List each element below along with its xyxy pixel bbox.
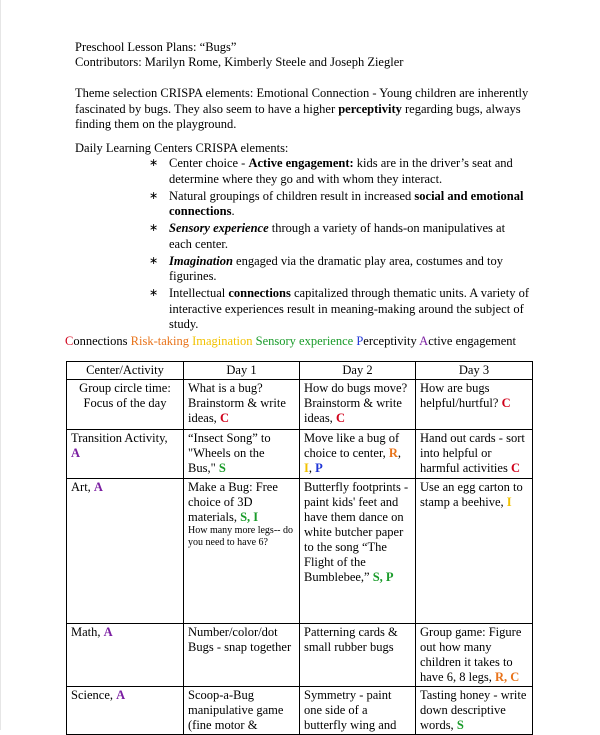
bullet-text: . xyxy=(231,204,235,218)
day3-cell: Use an egg carton to stamp a beehive, I xyxy=(416,479,533,624)
asterisk-bullet-icon: ∗ xyxy=(149,287,159,299)
legend-active-engagement: Active engagement xyxy=(419,334,516,348)
asterisk-bullet-icon: ∗ xyxy=(149,254,159,267)
bullet-item xyxy=(149,221,529,252)
theme-paragraph xyxy=(75,86,535,133)
crispa-bullet-list xyxy=(149,156,529,334)
activity-cell: Transition Activity, A xyxy=(67,430,184,479)
legend-risk-taking: Risk-taking xyxy=(130,334,189,348)
legend-perceptivity: Perceptivity xyxy=(356,334,417,348)
lesson-title: Preschool Lesson Plans: “Bugs” xyxy=(75,40,237,54)
header-day-3: Day 3 xyxy=(416,362,533,380)
legend-connections: Connections xyxy=(65,334,128,348)
bullet-item xyxy=(149,189,529,220)
bullet-item xyxy=(149,286,529,333)
table-row xyxy=(67,624,533,687)
day3-cell: Group game: Figure out how many children it takes to have 6, 8 legs, R, C xyxy=(416,624,533,687)
bullet-bold: Active engagement: xyxy=(248,156,354,170)
daily-heading: Daily Learning Centers CRISPA elements: xyxy=(75,141,289,155)
bullet-text: Natural groupings of children result in increased xyxy=(169,188,415,203)
art-note: How many more legs-- do you need to have 6? xyxy=(188,525,293,548)
multi-tag: R, I, P xyxy=(304,446,402,475)
theme-text-post: regarding bugs, always finding them on the playground. xyxy=(75,101,521,131)
activity-cell: Science, A xyxy=(67,687,184,735)
table-header-row xyxy=(67,362,533,380)
day1-cell: What is a bug? Brainstorm & write ideas, C xyxy=(184,380,300,430)
bullet-bold: Imagination xyxy=(169,253,233,268)
day2-cell: Symmetry - paint one side of a butterfly wing and xyxy=(300,687,416,735)
day3-cell: How are bugs helpful/hurtful? C xyxy=(416,380,533,430)
bullet-bold: connections xyxy=(228,286,291,300)
bullet-text: capitalized through thematic units. A variety of interactive experiences result in meaning-making around the subject of study. xyxy=(169,286,529,331)
bullet-text: kids are in the driver’s seat and determine where they go and with whom they interact. xyxy=(169,156,513,186)
lesson-schedule-table xyxy=(66,361,533,735)
contributors-line: Contributors: Marilyn Rome, Kimberly Steele and Joseph Ziegler xyxy=(75,55,404,69)
table-row xyxy=(67,380,533,430)
crispa-legend xyxy=(65,334,545,350)
bullet-text: Intellectual xyxy=(169,286,229,300)
activity-cell: Art, A xyxy=(67,479,184,624)
day2-cell: Move like a bug of choice to center, R, I, P xyxy=(300,430,416,479)
table-row xyxy=(67,479,533,624)
activity-cell: Math, A xyxy=(67,624,184,687)
bullet-bold: Sensory experience xyxy=(169,221,269,235)
theme-bold-perceptivity: perceptivity xyxy=(338,101,402,116)
bullet-text: through a variety of hands-on manipulatives at each center. xyxy=(169,221,506,251)
header-center-activity: Center/Activity xyxy=(67,362,184,380)
bullet-item xyxy=(149,254,529,285)
bullet-item xyxy=(149,156,529,187)
day2-cell: Butterfly footprints - paint kids' feet and have them dance on white butcher paper to the song “The Flight of the Bumblebee,” S, P xyxy=(300,479,416,624)
header-day-1: Day 1 xyxy=(184,362,300,380)
asterisk-bullet-icon: ∗ xyxy=(149,189,159,202)
day3-cell: Hand out cards - sort into helpful or harmful activities C xyxy=(416,430,533,479)
day1-cell: Make a Bug: Free choice of 3D materials, S, I How many more legs-- do you need to have 6? xyxy=(184,479,300,624)
theme-text-pre: Theme selection CRISPA elements: Emotional Connection - Young children are inherently fascinated by bugs. They also seem to have a higher xyxy=(75,86,529,116)
header-day-2: Day 2 xyxy=(300,362,416,380)
day3-cell: Tasting honey - write down descriptive words, S xyxy=(416,687,533,735)
day1-cell: Number/color/dot Bugs - snap together xyxy=(184,624,300,687)
asterisk-bullet-icon: ∗ xyxy=(149,222,159,234)
asterisk-bullet-icon: ∗ xyxy=(149,157,159,169)
day2-cell: Patterning cards & small rubber bugs xyxy=(300,624,416,687)
legend-imagination: Imagination xyxy=(192,334,253,348)
day1-cell: “Insect Song” to "Wheels on the Bus," S xyxy=(184,430,300,479)
day2-cell: How do bugs move? Brainstorm & write ideas, C xyxy=(300,380,416,430)
table-row xyxy=(67,430,533,479)
table-row xyxy=(67,687,533,735)
activity-cell: Group circle time: Focus of the day xyxy=(67,380,184,430)
bullet-text: Center choice - xyxy=(169,156,249,170)
bullet-bold: social and emotional connections xyxy=(169,188,524,218)
day1-cell: Scoop-a-Bug manipulative game (fine motor & xyxy=(184,687,300,735)
bullet-text: engaged via the dramatic play area, costumes and toy figurines. xyxy=(169,253,503,283)
legend-sensory: Sensory experience xyxy=(255,334,354,348)
